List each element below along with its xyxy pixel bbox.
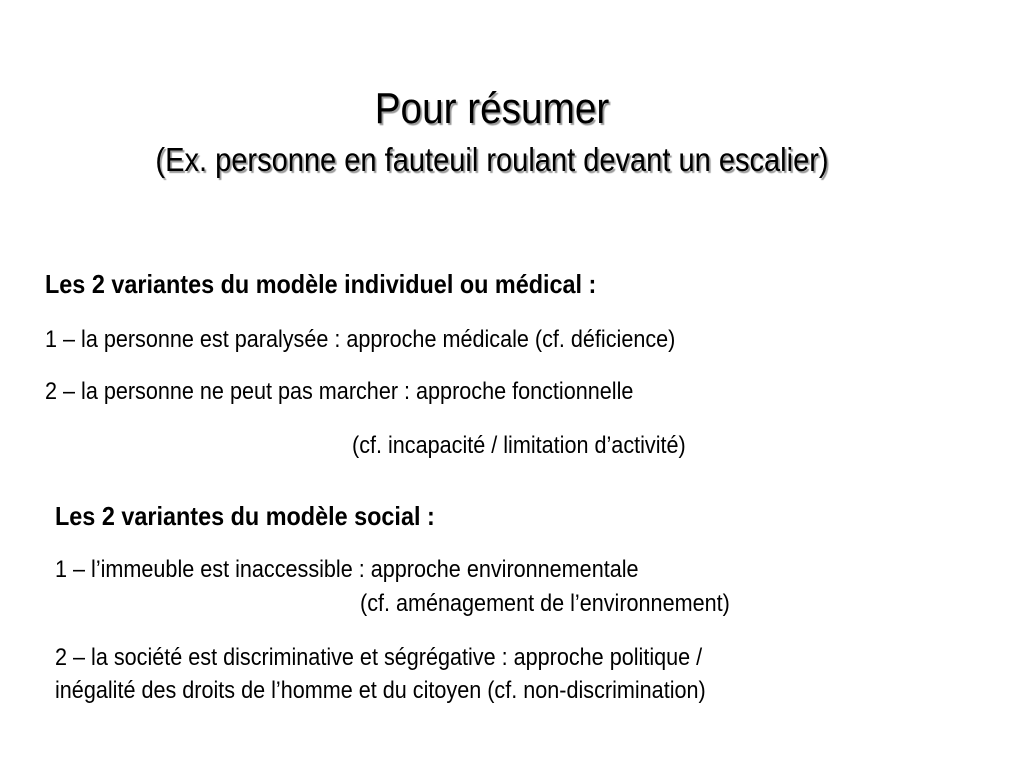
medical-model-item-2-note: (cf. incapacité / limitation d’activité) <box>352 432 686 459</box>
social-model-heading: Les 2 variantes du modèle social : <box>55 501 435 531</box>
medical-model-item-2: 2 – la personne ne peut pas marcher : approche fonctionnelle <box>45 378 634 405</box>
slide-title: Pour résumer <box>374 84 610 133</box>
social-model-item-2-line-2: inégalité des droits de l’homme et du citoyen (cf. non-discrimination) <box>55 677 706 704</box>
social-model-item-1: 1 – l’immeuble est inaccessible : approche environnementale <box>55 556 639 583</box>
slide-subtitle: (Ex. personne en fauteuil roulant devant un escalier) <box>155 141 829 178</box>
social-model-item-1-note: (cf. aménagement de l’environnement) <box>360 590 730 617</box>
social-model-item-2-line-1: 2 – la société est discriminative et ségrégative : approche politique / <box>55 644 703 671</box>
medical-model-item-1: 1 – la personne est paralysée : approche médicale (cf. déficience) <box>45 326 676 353</box>
medical-model-heading: Les 2 variantes du modèle individuel ou médical : <box>45 269 597 299</box>
